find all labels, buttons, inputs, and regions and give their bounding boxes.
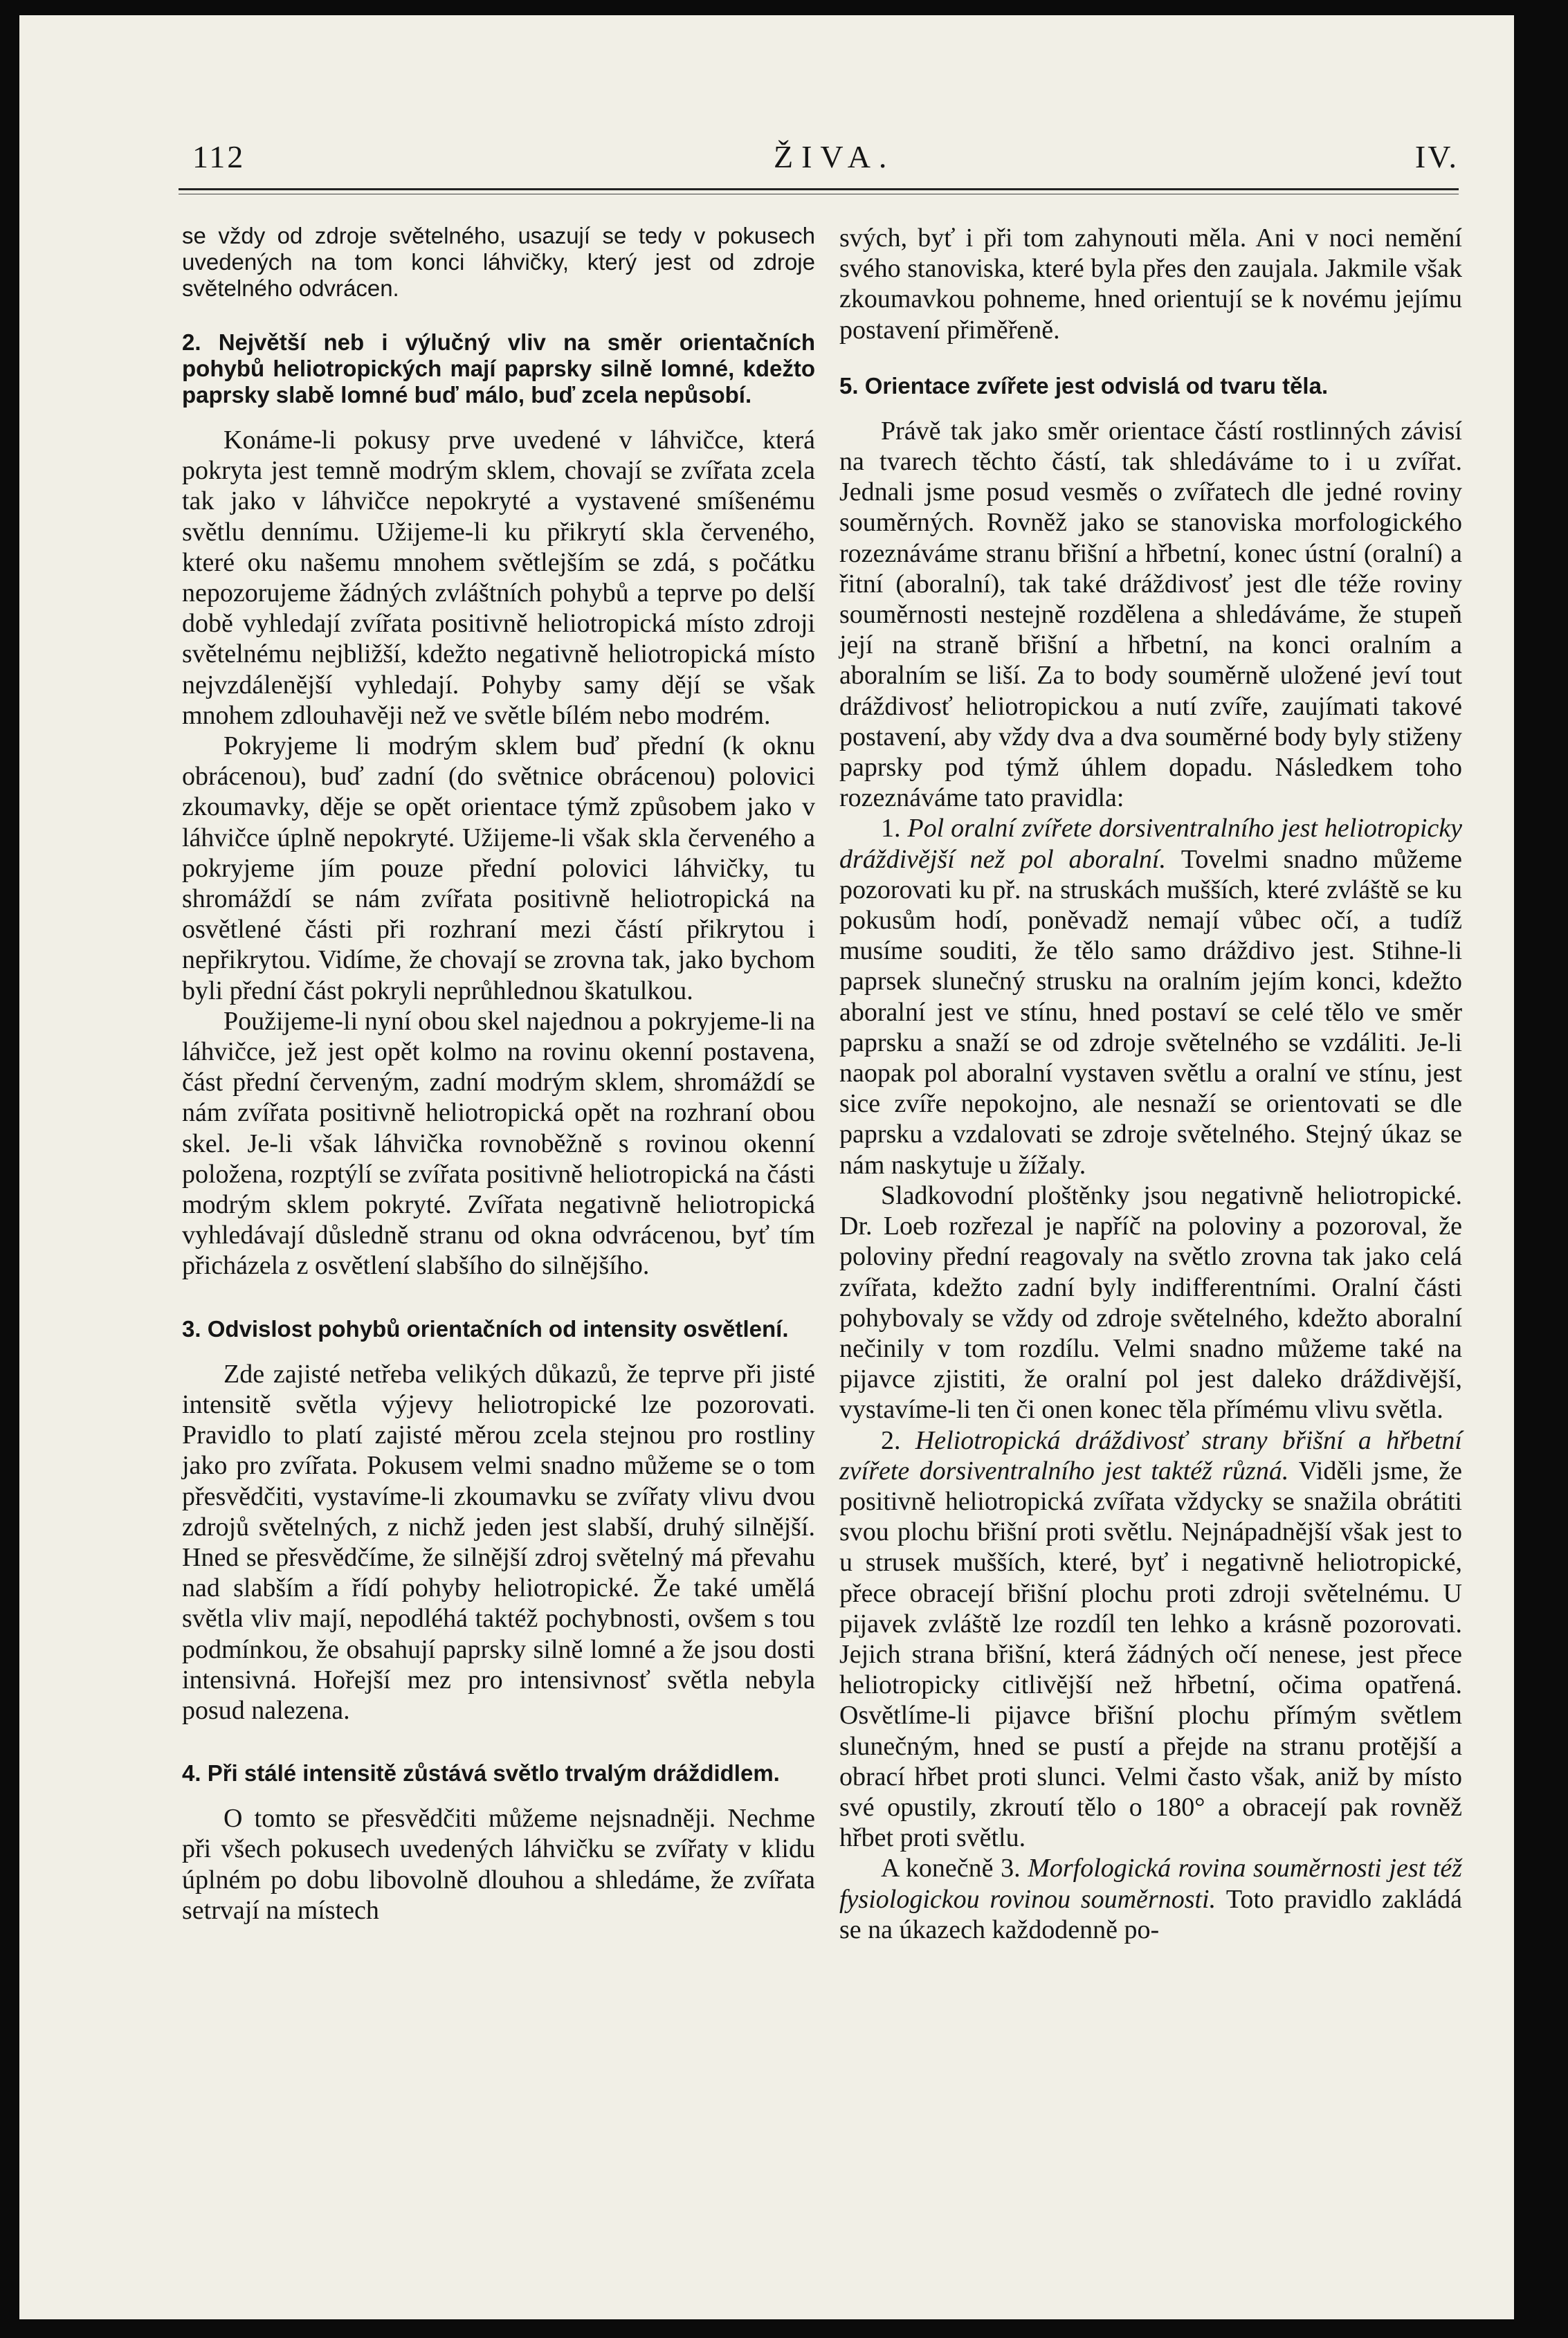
running-header: [172, 138, 1459, 187]
paragraph: Pokryjeme li modrým sklem buď přední (k oknu obrácenou), buď zadní (do světnice obrácenou) polovici zkoumavky, děje se opět orientace týmž způsobem jako v láhvičce úplně nepokryté. Užijeme-li však skla červeného a pokryjeme jím pouze přední polovici láhvičky, tu shromáždí se nám zvířata positivně heliotropická na osvětlené části při rozhraní mezi částí přikrytou i nepřikrytou. Vidíme, že chovají se zrovna tak, jako bychom byli přední část pokryli neprůhlednou škatulkou.: [182, 731, 815, 1005]
section-heading: 4. Při stálé intensitě zůstává světlo trvalým dráždidlem.: [182, 1760, 780, 1787]
paragraph: Použijeme-li nyní obou skel najednou a pokryjeme-li na láhvičce, jež jest opět kolmo na rovinu okenní postavena, část přední červeným, zadní modrým sklem, shromáždí se nám zvířata positivně heliotropická opět na rozhraní obou skel. Je-li však láhvička rovnoběžně s rovinou okenní položena, rozptýlí se zvířata positivně heliotropická na části modrým sklem pokryté. Zvířata negativně heliotropická vyhledávají důsledně stranu od okna odvrácenou, byť tím přicházela z osvětlení slabšího do silnějšího.: [182, 1006, 815, 1281]
left-column: [182, 223, 815, 1926]
journal-title: ŽIVA.: [774, 139, 895, 174]
paragraph: se vždy od zdroje světelného, usazují se tedy v pokusech uvedených na tom konci láhvičky, který jest od zdroje světelného odvrácen.: [182, 223, 815, 301]
section-heading: 3. Odvislost pohybů orientačních od intensity osvětlení.: [182, 1315, 789, 1342]
header-rule: [179, 188, 1459, 190]
rule-body: Viděli jsme, že positivně heliotropická zvířata vždycky se snažila obrátiti svou plochu břišní proti světlu. Nejnápadnější však jest to u strusek mušších, které, byť i negativně heliotropické, přece obracejí břišní plochu proti zdroji světelnému. U pijavek zvláště lze rozdíl ten lehko a krásně pozorovati. Jejich strana břišní, která žádných očí nenese, jest přece heliotropicky citlivější než hřbetní, očima opatřená. Osvětlíme-li pijavce břišní plochu přímým světlem slunečným, hned se pustí a přejde na stranu protější a obrací hřbet proti slunci. Velmi často však, aniž by místo své opustily, zkroutí tělo o 180° a obracejí pak rovněž hřbet proti světlu.: [839, 1456, 1462, 1853]
rule-statement: Morfologická rovina souměrnosti jest též fysiologickou rovinou souměrnosti.: [839, 1854, 1462, 1914]
rule-lead: A konečně 3.: [881, 1854, 1028, 1883]
rule-paragraph: [839, 813, 1462, 1180]
rule-paragraph: [839, 1425, 1462, 1854]
page-number: 112: [192, 139, 246, 174]
rule-paragraph: [839, 1853, 1462, 1945]
section-heading: 5. Orientace zvířete jest odvislá od tvaru těla.: [839, 372, 1329, 399]
scan-border: [1514, 0, 1568, 2338]
paragraph: O tomto se přesvědčiti můžeme nejsnadněji. Nechme při všech pokusech uvedených láhvičku se zvířaty v klidu úplném po dobu libovolně dlouhou a shledáme, že zvířata setrvají na místech: [182, 1804, 815, 1925]
volume-number: IV.: [1414, 139, 1459, 174]
section-heading: 2. Největší neb i výlučný vliv na směr orientačních pohybů heliotropických mají paprsky silně lomné, kdežto paprsky slabě lomné buď málo, buď zcela nepůsobí.: [182, 329, 815, 408]
paragraph: Konáme-li pokusy prve uvedené v láhvičce, která pokryta jest temně modrým sklem, chovají se zvířata zcela tak jako v láhvičce nepokryté a vystavené smíšenému světlu dennímu. Užijeme-li ku přikrytí skla červeného, které oku našemu mnohem světlejším se zdá, s počátku nepozorujeme žádných zvláštních pohybů a teprve po delší době vyhledají zvířata positivně heliotropická místo zdroji světelnému nejbližší, kdežto negativně heliotropická místo nejvzdálenější vyhledají. Pohyby samy dějí se však mnohem zdlouhavěji než ve světle bílém nebo modrém.: [182, 426, 815, 730]
paragraph: Právě tak jako směr orientace částí rostlinných závisí na tvarech těchto částí, tak shledáváme to i u zvířat. Jednali jsme posud vesměs o zvířatech dle jedné roviny souměrných. Rovněž jako se stanoviska morfologického rozeznáváme stranu břišní a hřbetní, konec ústní (oralní) a řitní (aboralní), tak také dráždivosť jest dle téže roviny souměrnosti nestejně rozdělena a shledáváme, že stupeň její na straně břišní a hřbetní, na konci oralním a aboralním se liší. Za to body souměrně uložené jeví tout dráždivosť heliotropickou a nutí zvíře, zaujímati takové postavení, aby vždy dva a dva souměrné body byly stiženy paprsky pod týmž úhlem dopadu. Následkem toho rozeznáváme tato pravidla:: [839, 416, 1462, 813]
rule-statement: Heliotropická dráždivosť strany břišní a hřbetní zvířete dorsiventralního jest taktéž různá.: [839, 1425, 1462, 1486]
right-column: [839, 223, 1462, 1945]
rule-number: 2.: [881, 1425, 915, 1455]
rule-number: 1.: [881, 814, 908, 843]
page: [19, 15, 1514, 2319]
paragraph: Zde zajisté netřeba velikých důkazů, že teprve při jisté intensitě světla výjevy heliotropické lze pozorovati. Pravidlo to platí zajisté měrou zcela stejnou pro rostliny jako pro zvířata. Pokusem velmi snadno můžeme se o tom přesvědčiti, vystavíme-li zkoumavku se zvířaty vlivu dvou zdrojů světelných, z nichž jeden jest slabší, druhý silnější. Hned se přesvědčíme, že silnější zdroj světelný má převahu nad slabším a řídí pohyby heliotropické. Že také umělá světla vliv mají, nepodléhá taktéž pochybnosti, ovšem s tou podmínkou, že obsahují paprsky silně lomné a že jsou dosti intensivná. Hořejší mez pro intensivnosť světla nebyla posud nalezena.: [182, 1359, 815, 1725]
rule-statement: Pol oralní zvířete dorsiventralního jest heliotropicky dráždivější než pol aboralní.: [839, 814, 1463, 874]
paragraph: Sladkovodní ploštěnky jsou negativně heliotropické. Dr. Loeb rozřezal je napříč na poloviny a pozoroval, že poloviny přední reagovaly na světlo zrovna tak jako celá zvířata, kdežto zadní byly indifferentními. Oralní části pohybovaly se vždy od zdroje světelného, kdežto aboralní nečinily v tom rozdílu. Velmi snadno můžeme také na pijavce zjistiti, že oralní pol jest daleko dráždivější, vystavíme-li ten či onen konec těla přímému vlivu světla.: [839, 1180, 1462, 1425]
rule-body: Tovelmi snadno můžeme pozorovati ku př. na struskách mušších, které zvláště se ku pokusům hodí, poněvadž nemají vůbec očí, a tudíž musíme souditi, že tělo samo dráždivo jest. Stihne-li paprsek slunečný strusku na oralním jejím konci, kdežto aboralní jest ve stínu, hned postaví se celé tělo ve směr paprsku a snaží se od zdroje světelného se vzdáliti. Je-li naopak pol aboralní vystaven světlu a oralní ve stínu, jest sice zvíře nepokojno, ale nesnaží se orientovati se dle paprsku a vzdalovati se zdroje světelného. Stejný úkaz se nám naskytuje u žížaly.: [839, 844, 1462, 1180]
rule-body: Toto pravidlo zakládá se na úkazech každodenně po-: [839, 1884, 1462, 1944]
paragraph: svých, byť i při tom zahynouti měla. Ani v noci nemění svého stanoviska, které byla přes den zaujala. Jakmile však zkoumavkou pohneme, hned orientují se k novému jejímu postavení přiměřeně.: [839, 223, 1462, 345]
